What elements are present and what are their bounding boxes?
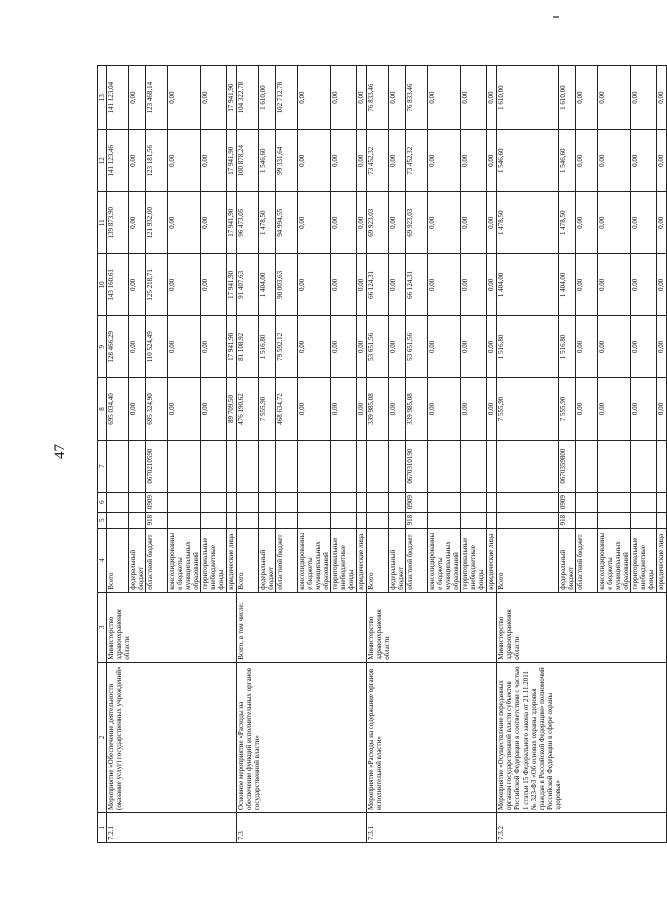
code-grbs: 918 xyxy=(406,512,428,528)
funding-source: юридические лица xyxy=(657,528,667,592)
amount-cell: 0,00 xyxy=(331,130,357,192)
amount-cell: 0,00 xyxy=(298,254,331,316)
row-number: 7.3 xyxy=(237,812,367,842)
amount-cell: 17 941,90 xyxy=(227,192,237,254)
amount-cell: 0,00 xyxy=(168,254,201,316)
amount-cell: 0,00 xyxy=(461,66,487,130)
code-target xyxy=(331,440,357,492)
amount-cell: 94 994,55 xyxy=(276,192,298,254)
code-section xyxy=(298,492,331,512)
header-row xyxy=(98,66,107,843)
amount-cell: 0,00 xyxy=(487,130,497,192)
amount-cell: 0,00 xyxy=(201,316,227,378)
amount-cell: 0,00 xyxy=(631,316,657,378)
amount-cell: 100 878,24 xyxy=(237,130,259,192)
code-grbs xyxy=(201,512,227,528)
amount-cell: 0,00 xyxy=(598,378,631,440)
amount-cell: 141 123,46 xyxy=(107,130,129,192)
amount-cell: 73 452,32 xyxy=(367,130,389,192)
code-section xyxy=(107,492,129,512)
amount-cell: 0,00 xyxy=(201,66,227,130)
amount-cell: 1 478,50 xyxy=(259,192,276,254)
code-section xyxy=(331,492,357,512)
funding-source: территориальные внебюджетные фонды xyxy=(461,528,487,592)
code-grbs xyxy=(367,512,389,528)
amount-cell: 81 108,92 xyxy=(237,316,259,378)
code-target xyxy=(357,440,367,492)
code-section xyxy=(129,492,146,512)
amount-cell: 0,00 xyxy=(201,378,227,440)
amount-cell: 0,00 xyxy=(129,66,146,130)
amount-cell: 143 160,61 xyxy=(107,254,129,316)
funding-source: областной бюджет xyxy=(406,528,428,592)
code-section xyxy=(201,492,227,512)
scan-mark xyxy=(553,16,559,18)
amount-cell: 17 941,90 xyxy=(227,254,237,316)
amount-cell: 1 610,00 xyxy=(497,66,559,130)
code-target xyxy=(276,440,298,492)
code-section xyxy=(631,492,657,512)
amount-cell: 0,00 xyxy=(331,66,357,130)
amount-cell: 0,00 xyxy=(598,66,631,130)
code-target xyxy=(497,440,559,492)
amount-cell: 0,00 xyxy=(657,66,667,130)
amount-cell: 0,00 xyxy=(657,130,667,192)
amount-cell: 468 634,72 xyxy=(276,378,298,440)
code-section: 0909 xyxy=(559,492,576,512)
header-cell: 7 xyxy=(98,440,107,492)
amount-cell: 0,00 xyxy=(576,66,598,130)
header-cell: 8 xyxy=(98,378,107,440)
responsible-org: Министерство здравоохранения области xyxy=(497,592,667,662)
amount-cell: 1 610,00 xyxy=(259,66,276,130)
amount-cell: 0,00 xyxy=(428,192,461,254)
amount-cell: 0,00 xyxy=(389,254,406,316)
funding-source: консолидированные бюджеты муниципальных образований xyxy=(168,528,201,592)
amount-cell: 0,00 xyxy=(631,66,657,130)
budget-table xyxy=(97,65,667,843)
amount-cell: 1 478,50 xyxy=(497,192,559,254)
amount-cell: 0,00 xyxy=(331,192,357,254)
header-cell: 11 xyxy=(98,192,107,254)
code-target xyxy=(107,440,129,492)
code-grbs xyxy=(227,512,237,528)
code-target xyxy=(129,440,146,492)
header-cell: 3 xyxy=(98,592,107,662)
amount-cell: 1 610,00 xyxy=(559,66,576,130)
amount-cell: 123 181,56 xyxy=(146,130,168,192)
amount-cell: 0,00 xyxy=(657,316,667,378)
funding-source: консолидированные бюджеты муниципальных образований xyxy=(428,528,461,592)
code-section: 0909 xyxy=(406,492,428,512)
funding-source: территориальные внебюджетные фонды xyxy=(631,528,657,592)
amount-cell: 1 516,80 xyxy=(497,316,559,378)
amount-cell: 0,00 xyxy=(461,254,487,316)
header-cell: 5 xyxy=(98,512,107,528)
table-row xyxy=(367,66,389,843)
amount-cell: 0,00 xyxy=(657,192,667,254)
amount-cell: 1 404,00 xyxy=(559,254,576,316)
amount-cell: 0,00 xyxy=(168,378,201,440)
amount-cell: 0,00 xyxy=(389,130,406,192)
funding-source: консолидированные бюджеты муниципальных образований xyxy=(598,528,631,592)
code-target xyxy=(428,440,461,492)
amount-cell: 0,00 xyxy=(357,254,367,316)
amount-cell: 53 651,56 xyxy=(367,316,389,378)
code-grbs xyxy=(631,512,657,528)
amount-cell: 0,00 xyxy=(129,192,146,254)
amount-cell: 0,00 xyxy=(298,66,331,130)
amount-cell: 17 941,90 xyxy=(227,316,237,378)
amount-cell: 0,00 xyxy=(461,378,487,440)
amount-cell: 121 932,00 xyxy=(146,192,168,254)
code-section xyxy=(259,492,276,512)
funding-source: территориальные внебюджетные фонды xyxy=(201,528,227,592)
code-target xyxy=(201,440,227,492)
table-body xyxy=(98,66,667,843)
code-target xyxy=(259,440,276,492)
amount-cell: 0,00 xyxy=(428,316,461,378)
amount-cell: 66 124,31 xyxy=(367,254,389,316)
row-number: 7.2.1 xyxy=(107,812,237,842)
funding-source: Всего xyxy=(237,528,259,592)
amount-cell: 0,00 xyxy=(428,378,461,440)
code-grbs xyxy=(298,512,331,528)
code-target xyxy=(298,440,331,492)
amount-cell: 1 478,50 xyxy=(559,192,576,254)
amount-cell: 7 555,90 xyxy=(259,378,276,440)
header-cell: 10 xyxy=(98,254,107,316)
amount-cell: 0,00 xyxy=(298,130,331,192)
amount-cell: 0,00 xyxy=(129,254,146,316)
amount-cell: 0,00 xyxy=(168,130,201,192)
header-cell: 12 xyxy=(98,130,107,192)
amount-cell: 0,00 xyxy=(201,254,227,316)
amount-cell: 0,00 xyxy=(298,316,331,378)
code-target xyxy=(237,440,259,492)
header-cell: 2 xyxy=(98,662,107,812)
code-section xyxy=(576,492,598,512)
amount-cell: 7 555,90 xyxy=(559,378,576,440)
amount-cell: 339 985,08 xyxy=(367,378,389,440)
amount-cell: 90 003,63 xyxy=(276,254,298,316)
table-row xyxy=(107,66,129,843)
code-target xyxy=(487,440,497,492)
code-grbs xyxy=(331,512,357,528)
amount-cell: 0,00 xyxy=(461,130,487,192)
amount-cell: 53 651,56 xyxy=(406,316,428,378)
responsible-org: Министерство здравоохранения области xyxy=(367,592,497,662)
code-grbs xyxy=(657,512,667,528)
amount-cell: 17 941,90 xyxy=(227,130,237,192)
amount-cell: 141 123,04 xyxy=(107,66,129,130)
header-cell: 6 xyxy=(98,492,107,512)
amount-cell: 128 466,29 xyxy=(107,316,129,378)
amount-cell: 0,00 xyxy=(357,130,367,192)
amount-cell: 0,00 xyxy=(331,254,357,316)
amount-cell: 0,00 xyxy=(428,254,461,316)
amount-cell: 17 941,90 xyxy=(227,66,237,130)
funding-source: территориальные внебюджетные фонды xyxy=(331,528,357,592)
code-grbs: 918 xyxy=(559,512,576,528)
code-target xyxy=(461,440,487,492)
amount-cell: 76 833,46 xyxy=(406,66,428,130)
code-section xyxy=(367,492,389,512)
amount-cell: 0,00 xyxy=(168,66,201,130)
amount-cell: 0,00 xyxy=(598,316,631,378)
code-section xyxy=(461,492,487,512)
measure-name: Основное мероприятие «Расходы на обеспечение функций исполнительных органов государственной власти» xyxy=(237,662,367,812)
funding-source: юридические лица xyxy=(487,528,497,592)
amount-cell: 0,00 xyxy=(631,192,657,254)
code-grbs xyxy=(129,512,146,528)
code-grbs xyxy=(168,512,201,528)
funding-source: Всего xyxy=(367,528,389,592)
amount-cell: 79 592,12 xyxy=(276,316,298,378)
amount-cell: 0,00 xyxy=(168,316,201,378)
code-target xyxy=(576,440,598,492)
funding-source: Всего xyxy=(107,528,129,592)
table-row xyxy=(237,66,259,843)
amount-cell: 0,00 xyxy=(331,378,357,440)
amount-cell: 0,00 xyxy=(576,192,598,254)
amount-cell: 0,00 xyxy=(598,254,631,316)
code-section xyxy=(598,492,631,512)
amount-cell: 66 124,31 xyxy=(406,254,428,316)
code-section xyxy=(389,492,406,512)
amount-cell: 0,00 xyxy=(631,130,657,192)
code-section xyxy=(657,492,667,512)
amount-cell: 69 923,03 xyxy=(367,192,389,254)
page-number: 47 xyxy=(52,444,68,460)
code-grbs xyxy=(576,512,598,528)
amount-cell: 89 709,50 xyxy=(227,378,237,440)
amount-cell: 1 516,80 xyxy=(259,316,276,378)
amount-cell: 0,00 xyxy=(461,316,487,378)
amount-cell: 0,00 xyxy=(487,316,497,378)
rotated-table-wrapper xyxy=(97,65,665,843)
amount-cell: 1 404,00 xyxy=(497,254,559,316)
amount-cell: 0,00 xyxy=(487,378,497,440)
amount-cell: 0,00 xyxy=(331,316,357,378)
amount-cell: 0,00 xyxy=(389,316,406,378)
code-section: 0909 xyxy=(146,492,168,512)
funding-source: федеральный бюджет xyxy=(389,528,406,592)
table-row xyxy=(497,66,559,843)
amount-cell: 0,00 xyxy=(657,378,667,440)
amount-cell: 0,00 xyxy=(201,192,227,254)
responsible-org: Всего, в том числе: xyxy=(237,592,367,662)
amount-cell: 0,00 xyxy=(576,316,598,378)
amount-cell: 0,00 xyxy=(428,130,461,192)
funding-source: федеральный бюджет xyxy=(129,528,146,592)
responsible-org: Министерство здравоохранения области xyxy=(107,592,237,662)
code-section xyxy=(497,492,559,512)
amount-cell: 0,00 xyxy=(129,378,146,440)
code-grbs xyxy=(259,512,276,528)
funding-source: консолидированные бюджеты муниципальных образований xyxy=(298,528,331,592)
amount-cell: 0,00 xyxy=(487,66,497,130)
code-grbs xyxy=(357,512,367,528)
code-grbs xyxy=(487,512,497,528)
amount-cell: 0,00 xyxy=(576,130,598,192)
amount-cell: 0,00 xyxy=(576,254,598,316)
code-section xyxy=(227,492,237,512)
measure-name: Мероприятие «Осуществление переданных органам государственной власти субъектов Российской Федерации в соответствии с частью 1 статьи 15 Федерального закона от 21.11.2011 № 323-ФЗ «Об основах охраны здоровья граждан в Российской Федерации» полномочий Российской Федерации в сфере охраны здоровья» xyxy=(497,662,667,812)
amount-cell: 0,00 xyxy=(357,66,367,130)
code-grbs xyxy=(497,512,559,528)
code-grbs xyxy=(428,512,461,528)
amount-cell: 695 034,40 xyxy=(107,378,129,440)
amount-cell: 0,00 xyxy=(389,192,406,254)
amount-cell: 0,00 xyxy=(389,66,406,130)
code-target xyxy=(227,440,237,492)
funding-source: юридические лица xyxy=(357,528,367,592)
amount-cell: 0,00 xyxy=(357,192,367,254)
amount-cell: 1 546,60 xyxy=(559,130,576,192)
amount-cell: 0,00 xyxy=(598,192,631,254)
measure-name: Мероприятие «Расходы на содержание органов исполнительной власти» xyxy=(367,662,497,812)
code-target xyxy=(598,440,631,492)
code-section xyxy=(487,492,497,512)
row-number: 7.3.1 xyxy=(367,812,497,842)
amount-cell: 0,00 xyxy=(389,378,406,440)
amount-cell: 1 546,60 xyxy=(259,130,276,192)
amount-cell: 0,00 xyxy=(631,378,657,440)
code-target: 0670310190 xyxy=(406,440,428,492)
amount-cell: 0,00 xyxy=(487,192,497,254)
amount-cell: 73 452,32 xyxy=(406,130,428,192)
amount-cell: 99 331,64 xyxy=(276,130,298,192)
code-target xyxy=(389,440,406,492)
amount-cell: 104 322,78 xyxy=(237,66,259,130)
amount-cell: 0,00 xyxy=(657,254,667,316)
funding-source: федеральный бюджет xyxy=(259,528,276,592)
amount-cell: 0,00 xyxy=(129,316,146,378)
code-target: 0670359800 xyxy=(559,440,576,492)
amount-cell: 1 546,60 xyxy=(497,130,559,192)
amount-cell: 0,00 xyxy=(298,378,331,440)
code-grbs xyxy=(237,512,259,528)
amount-cell: 695 324,90 xyxy=(146,378,168,440)
amount-cell: 0,00 xyxy=(576,378,598,440)
funding-source: федеральный бюджет xyxy=(559,528,576,592)
amount-cell: 7 555,90 xyxy=(497,378,559,440)
amount-cell: 0,00 xyxy=(631,254,657,316)
row-number: 7.3.2 xyxy=(497,812,667,842)
code-grbs: 918 xyxy=(146,512,168,528)
amount-cell: 125 218,71 xyxy=(146,254,168,316)
code-section xyxy=(276,492,298,512)
amount-cell: 0,00 xyxy=(201,130,227,192)
amount-cell: 96 473,05 xyxy=(237,192,259,254)
code-grbs xyxy=(461,512,487,528)
amount-cell: 91 407,63 xyxy=(237,254,259,316)
header-cell: 9 xyxy=(98,316,107,378)
amount-cell: 0,00 xyxy=(428,66,461,130)
funding-source: областной бюджет xyxy=(276,528,298,592)
amount-cell: 123 468,14 xyxy=(146,66,168,130)
amount-cell: 69 923,03 xyxy=(406,192,428,254)
amount-cell: 0,00 xyxy=(461,192,487,254)
header-cell: 4 xyxy=(98,528,107,592)
funding-source: юридические лица xyxy=(227,528,237,592)
funding-source: областной бюджет xyxy=(576,528,598,592)
amount-cell: 0,00 xyxy=(168,192,201,254)
amount-cell: 339 985,08 xyxy=(406,378,428,440)
amount-cell: 0,00 xyxy=(357,316,367,378)
header-cell: 13 xyxy=(98,66,107,130)
amount-cell: 0,00 xyxy=(129,130,146,192)
amount-cell: 1 516,80 xyxy=(559,316,576,378)
amount-cell: 476 190,62 xyxy=(237,378,259,440)
code-target xyxy=(631,440,657,492)
code-grbs xyxy=(389,512,406,528)
amount-cell: 0,00 xyxy=(598,130,631,192)
amount-cell: 76 833,46 xyxy=(367,66,389,130)
funding-source: областной бюджет xyxy=(146,528,168,592)
code-section xyxy=(237,492,259,512)
amount-cell: 139 873,90 xyxy=(107,192,129,254)
amount-cell: 1 404,00 xyxy=(259,254,276,316)
code-section xyxy=(168,492,201,512)
code-target xyxy=(657,440,667,492)
code-target xyxy=(367,440,389,492)
header-cell: 1 xyxy=(98,812,107,842)
amount-cell: 0,00 xyxy=(298,192,331,254)
measure-name: Мероприятие «Обеспечение деятельности (оказание услуг) государственных учреждений» xyxy=(107,662,237,812)
amount-cell: 0,00 xyxy=(487,254,497,316)
amount-cell: 102 712,78 xyxy=(276,66,298,130)
amount-cell: 0,00 xyxy=(357,378,367,440)
code-section xyxy=(428,492,461,512)
code-section xyxy=(357,492,367,512)
code-target xyxy=(168,440,201,492)
amount-cell: 110 524,49 xyxy=(146,316,168,378)
funding-source: Всего xyxy=(497,528,559,592)
code-target: 0670210590 xyxy=(146,440,168,492)
code-grbs xyxy=(276,512,298,528)
code-grbs xyxy=(107,512,129,528)
code-grbs xyxy=(598,512,631,528)
